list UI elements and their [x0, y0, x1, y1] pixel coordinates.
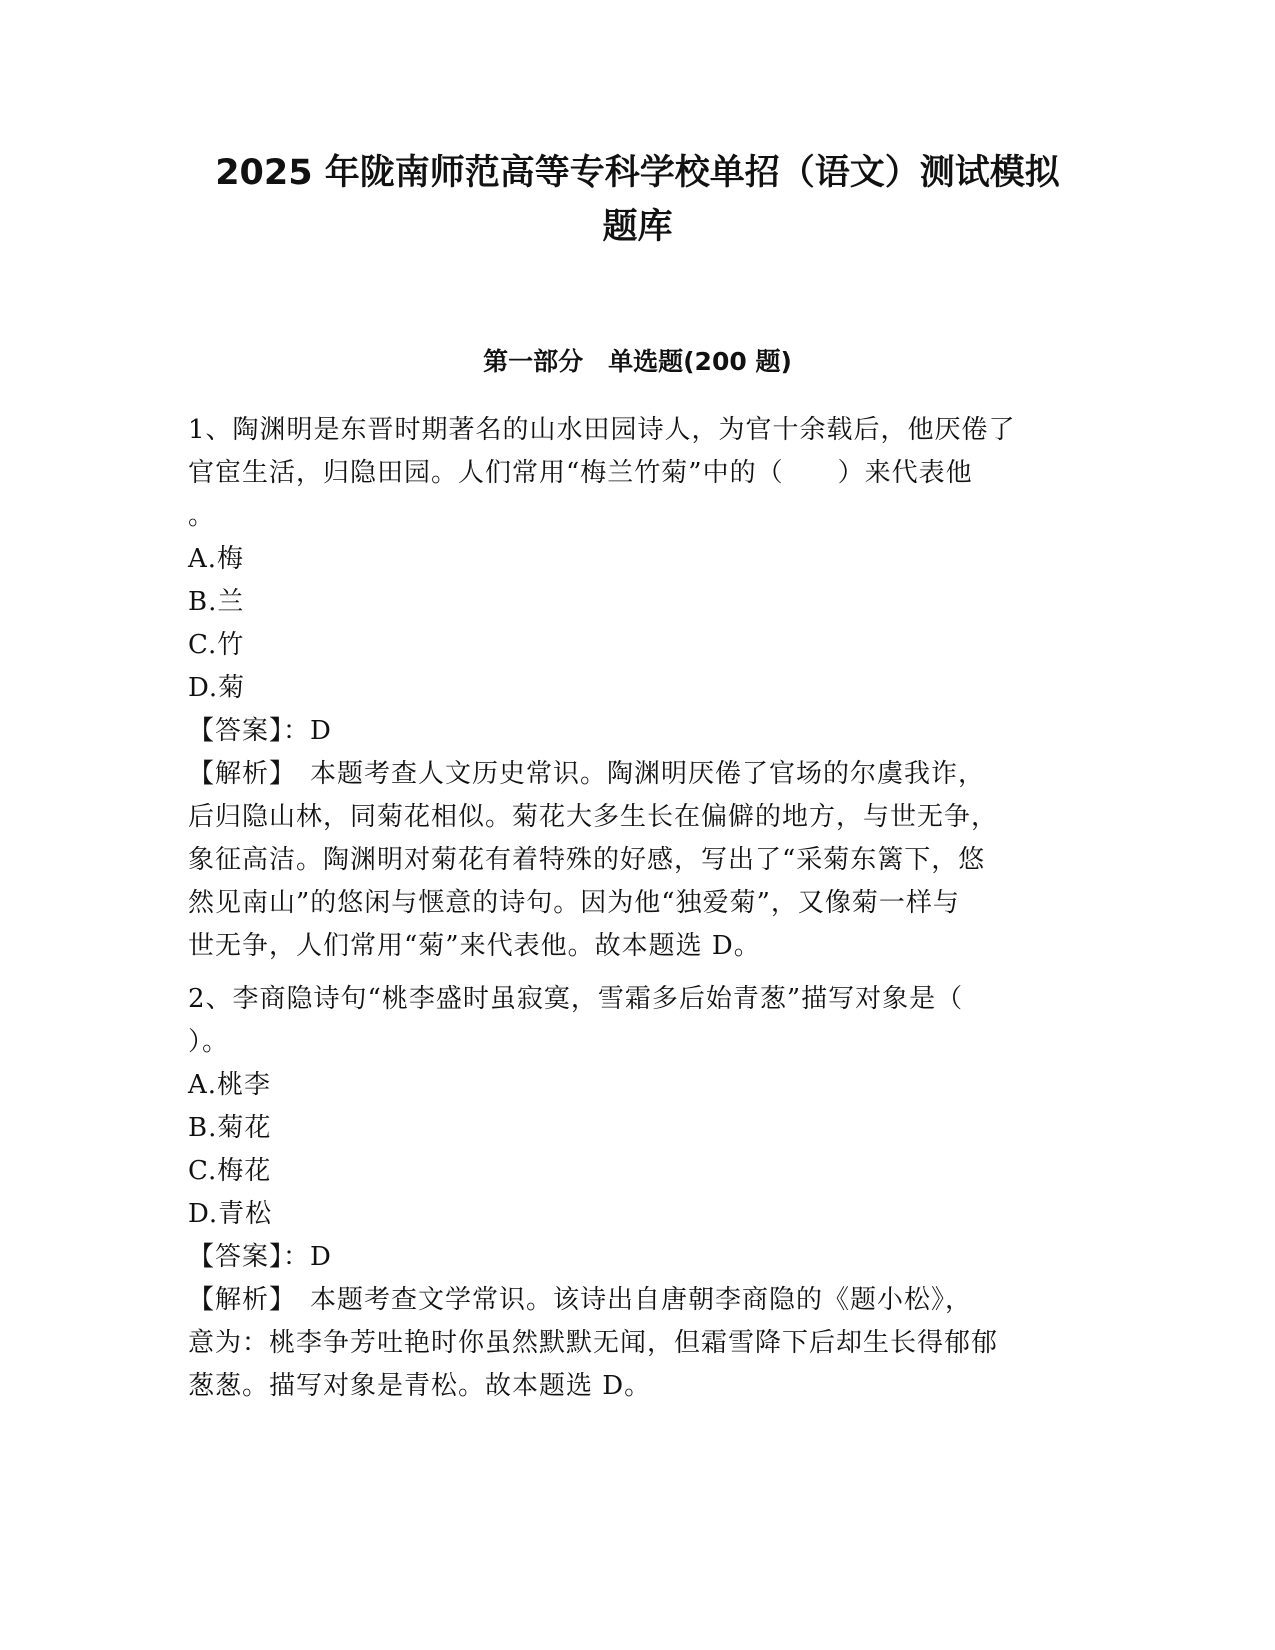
document-title — [160, 146, 1115, 254]
section-title: 第一部分 单选题(200 题) — [483, 347, 792, 376]
question-stem-line: 1、陶渊明是东晋时期著名的山水田园诗人，为官十余载后，他厌倦了 — [188, 415, 1016, 445]
option-b: B.兰 — [188, 587, 245, 617]
analysis-text: 世无争，人们常用“菊”来代表他。故本题选 D。 — [188, 931, 761, 961]
option-a: A.桃李 — [188, 1070, 272, 1100]
analysis-line — [188, 753, 1068, 796]
question-stem-line: ）。 — [188, 1027, 230, 1057]
document-title-line-1: 2025 年陇南师范高等专科学校单招（语文）测试模拟 — [215, 153, 1060, 193]
option-c: C.梅花 — [188, 1156, 272, 1186]
analysis-label: 【解析】 — [188, 759, 284, 789]
answer-label: 【答案】： — [188, 716, 311, 746]
analysis-text: 葱葱。描写对象是青松。故本题选 D。 — [188, 1371, 652, 1401]
question-list — [188, 409, 1068, 1408]
answer-line — [188, 1236, 1068, 1279]
option-d: D.青松 — [188, 1199, 273, 1229]
question-stem-line: 。 — [188, 501, 216, 531]
analysis-text: 本题考查文学常识。该诗出自唐朝李商隐的《题小松》， — [283, 1285, 973, 1315]
answer-label: 【答案】： — [188, 1242, 311, 1272]
option-b: B.菊花 — [188, 1113, 272, 1143]
analysis-text: 本题考查人文历史常识。陶渊明厌倦了官场的尔虞我诈， — [283, 759, 986, 789]
question-stem-line: 官宦生活，归隐田园。人们常用“梅兰竹菊”中的（ ）来代表他 — [188, 458, 973, 488]
analysis-text: 象征高洁。陶渊明对菊花有着特殊的好感，写出了“采菊东篱下，悠 — [188, 845, 986, 875]
analysis-text: 然见南山”的悠闲与惬意的诗句。因为他“独爱菊”，又像菊一样与 — [188, 888, 960, 918]
option-a: A.梅 — [188, 544, 245, 574]
document-title-line-2: 题库 — [602, 207, 673, 247]
analysis-line — [188, 1279, 1068, 1322]
question-stem-line: 2、李商隐诗句“桃李盛时虽寂寞，雪霜多后始青葱”描写对象是（ — [188, 984, 964, 1014]
analysis-text: 意为：桃李争芳吐艳时你虽然默默无闻，但霜雪降下后却生长得郁郁 — [188, 1328, 999, 1358]
answer-value: D — [310, 716, 332, 746]
answer-value: D — [310, 1242, 332, 1272]
question-2 — [188, 978, 1068, 1408]
analysis-label: 【解析】 — [188, 1285, 284, 1315]
answer-line — [188, 710, 1068, 753]
option-d: D.菊 — [188, 673, 246, 703]
question-1 — [188, 409, 1068, 968]
option-c: C.竹 — [188, 630, 245, 660]
analysis-text: 后归隐山林，同菊花相似。菊花大多生长在偏僻的地方，与世无争， — [188, 802, 999, 832]
